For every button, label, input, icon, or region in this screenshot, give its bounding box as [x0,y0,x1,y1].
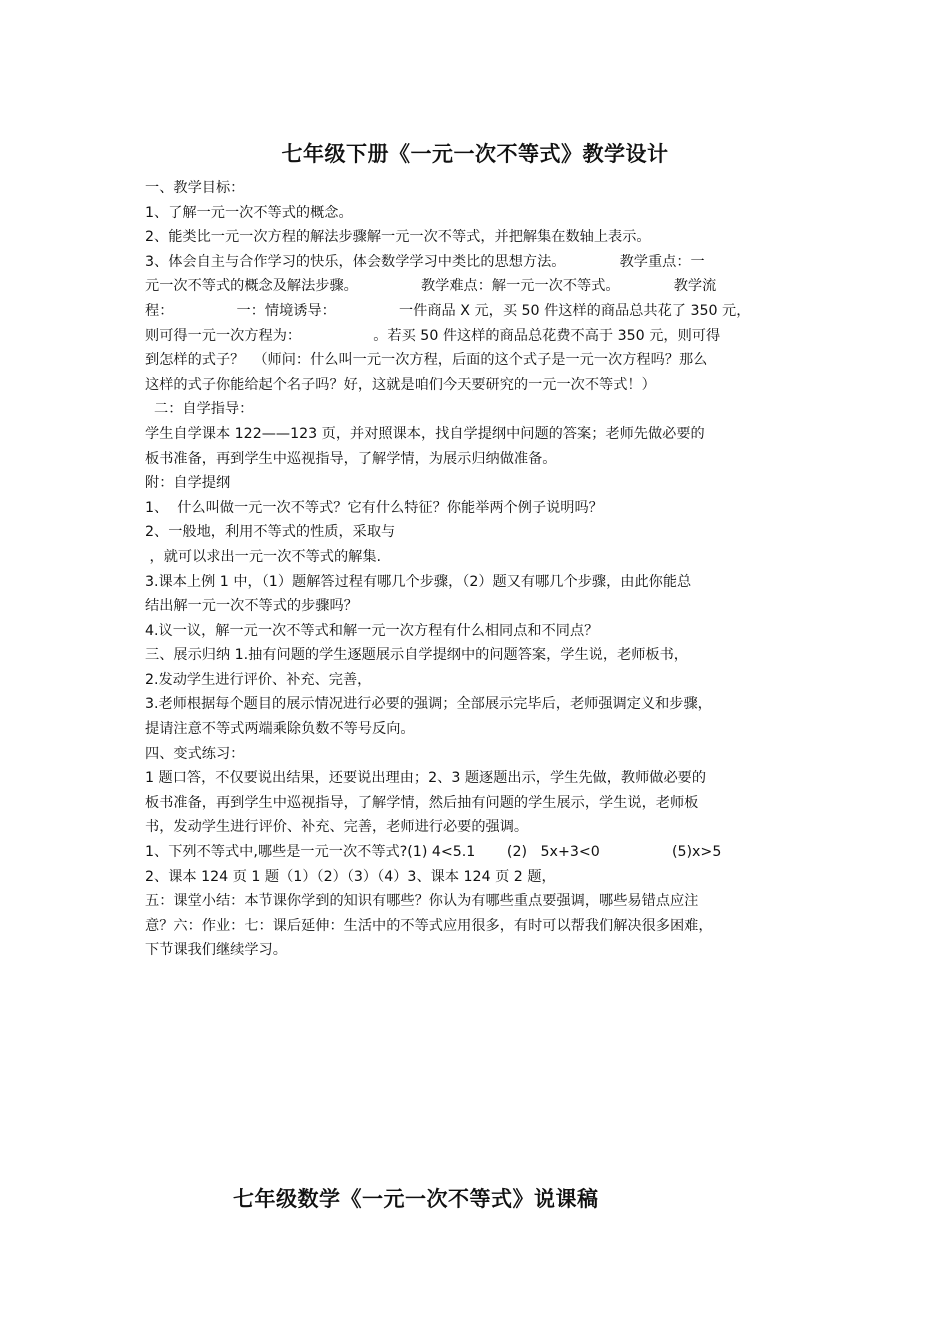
text-line: 二：自学指导： [145,401,254,418]
text-line: 五：课堂小结：本节课你学到的知识有哪些？你认为有哪些重点要强调，哪些易错点应注 [145,893,699,910]
text-line: 附：自学提纲 [145,475,231,492]
text-line: 三、展示归纳 1.抽有问题的学生逐题展示自学提纲中的问题答案，学生说，老师板书， [145,647,688,664]
text-line: 2、能类比一元一次方程的解法步骤解一元一次不等式，并把解集在数轴上表示。 [145,229,651,246]
text-line: 四、变式练习： [145,745,245,762]
document-title: 七年级下册《一元一次不等式》教学设计 [281,142,669,166]
text-line: 书，发动学生进行评价、补充、完善，老师进行必要的强调。 [145,819,529,836]
text-line: 4.议一议，解一元一次不等式和解一元一次方程有什么相同点和不同点？ [145,622,599,639]
text-line: 1、 什么叫做一元一次不等式？它有什么特征？你能举两个例子说明吗？ [145,499,603,516]
text-line: 结出解一元一次不等式的步骤吗？ [145,598,358,615]
text-line: 程： 一：情境诱导： 一件商品 X 元，买 50 件这样的商品总共花了 350 元， [145,302,751,319]
document-body [145,176,815,963]
text-line: 到怎样的式子？ （师问：什么叫一元一次方程，后面的这个式子是一元一次方程吗？那么 [145,352,708,369]
text-line: 下节课我们继续学习。 [145,942,287,959]
text-line: 2.发动学生进行评价、补充、完善， [145,671,372,688]
text-line: 2、一般地，利用不等式的性质，采取与 [145,524,396,541]
text-line: 一、教学目标： [145,180,245,196]
text-line: 板书准备，再到学生中巡视指导，了解学情，为展示归纳做准备。 [145,450,557,467]
second-document-title: 七年级数学《一元一次不等式》说课稿 [233,1187,599,1211]
text-line: 1、下列不等式中,哪些是一元一次不等式?(1) 4<5.1 (2) 5x+3<0 (5)x>5 [145,844,722,861]
text-line: 1、了解一元一次不等式的概念。 [145,204,353,221]
text-line: 3.老师根据每个题目的展示情况进行必要的强调；全部展示完毕后，老师强调定义和步骤， [145,696,712,713]
text-line: 提请注意不等式两端乘除负数不等号反向。 [145,721,415,738]
text-line: 则可得一元一次方程为： 。若买 50 件这样的商品总花费不高于 350 元，则可得 [145,327,721,344]
text-line: 板书准备，再到学生中巡视指导，了解学情，然后抽有问题的学生展示，学生说，老师板 [145,794,699,811]
text-line: 元一次不等式的概念及解法步骤。 教学难点：解一元一次不等式。 教学流 [145,278,717,295]
text-line: 3.课本上例 1 中，（1）题解答过程有哪几个步骤，（2）题又有哪几个步骤，由此你能总 [145,573,692,590]
text-line: 1 题口答，不仅要说出结果，还要说出理由；2、3 题逐题出示，学生先做，教师做必要的 [145,770,707,787]
text-line: 3、体会自主与合作学习的快乐，体会数学学习中类比的思想方法。 教学重点：一 [145,253,705,270]
text-line: 意？六：作业：七：课后延伸：生活中的不等式应用很多，有时可以帮我们解决很多困难， [145,917,713,934]
text-line: 这样的式子你能给起个名子吗？好，这就是咱们今天要研究的一元一次不等式！） [145,376,656,393]
text-line: 学生自学课本 122——123 页，并对照课本，找自学提纲中问题的答案；老师先做必要的 [145,425,705,442]
text-line: ，就可以求出一元一次不等式的解集. [145,548,382,565]
text-line: 2、课本 124 页 1 题（1）（2）（3）（4）3、课本 124 页 2 题， [145,868,556,885]
